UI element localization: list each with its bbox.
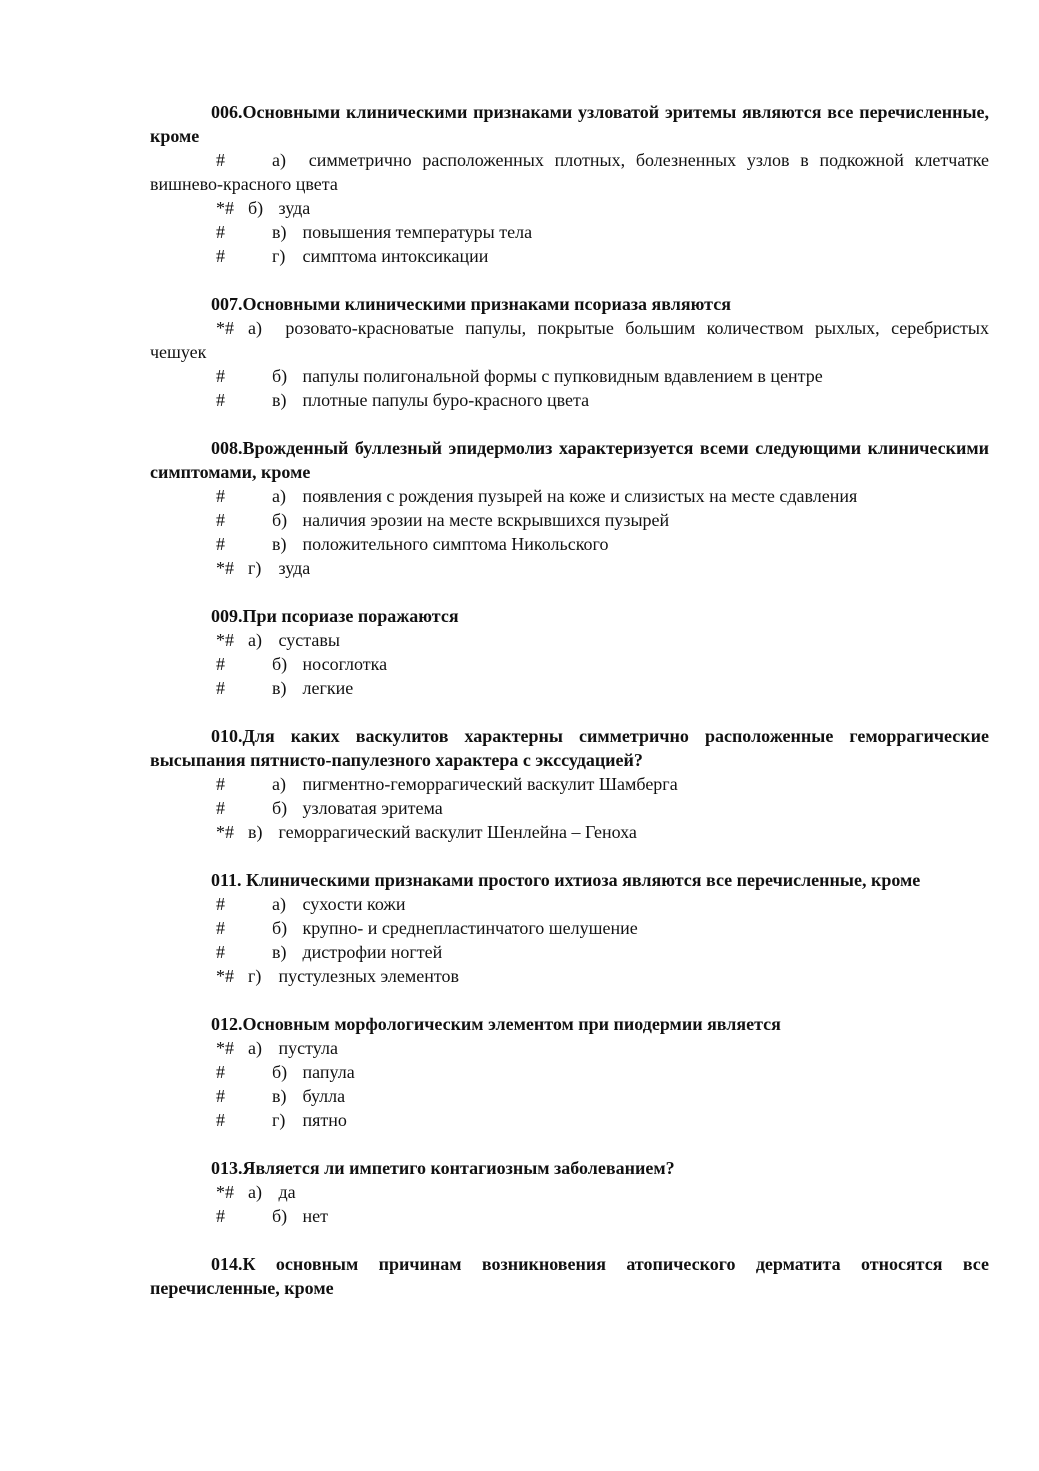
option-text: легкие — [302, 678, 354, 698]
option-text: узловатая эритема — [302, 798, 443, 818]
question-title: 007.Основными клиническими признаками псориаза являются — [211, 294, 731, 314]
option-letter: а) — [248, 1038, 262, 1058]
question-title: 009.При псориазе поражаются — [211, 606, 459, 626]
option-text: положительного симптома Никольского — [302, 534, 609, 554]
answer-option — [150, 796, 989, 820]
question-block — [150, 1252, 989, 1300]
answer-marker: # — [216, 654, 225, 674]
answer-option — [150, 148, 989, 196]
answer-marker: # — [216, 1062, 225, 1082]
option-letter: в) — [272, 534, 287, 554]
answer-marker: # — [216, 678, 225, 698]
correct-answer-marker: *# — [216, 966, 234, 986]
answer-option — [150, 940, 989, 964]
answer-option — [150, 244, 989, 268]
question-block — [150, 604, 989, 700]
answer-marker: # — [216, 390, 225, 410]
option-text: папулы полигональной формы с пупковидным вдавлением в центре — [302, 366, 823, 386]
question-block — [150, 1012, 989, 1132]
correct-answer-marker: *# — [216, 822, 234, 842]
option-letter: б) — [248, 198, 264, 218]
answer-option — [150, 1108, 989, 1132]
option-text: наличия эрозии на месте вскрывшихся пузырей — [302, 510, 670, 530]
option-letter: б) — [272, 654, 288, 674]
answer-marker: # — [216, 918, 225, 938]
question-title: 012.Основным морфологическим элементом при пиодермии является — [211, 1014, 781, 1034]
answer-option — [150, 820, 989, 844]
answer-marker: # — [216, 534, 225, 554]
answer-option — [150, 484, 989, 508]
answer-marker: # — [216, 942, 225, 962]
option-text: зуда — [278, 198, 311, 218]
answer-option — [150, 676, 989, 700]
option-letter: а) — [248, 318, 262, 338]
answer-marker: # — [216, 222, 225, 242]
option-text: булла — [302, 1086, 346, 1106]
question-title: 014.К основным причинам возникновения атопического дерматита относятся все перечисленные, кроме — [150, 1254, 989, 1298]
option-text: сухости кожи — [302, 894, 406, 914]
question-block — [150, 292, 989, 412]
option-text: дистрофии ногтей — [302, 942, 443, 962]
option-text: повышения температуры тела — [302, 222, 533, 242]
answer-option — [150, 1060, 989, 1084]
option-letter: в) — [248, 822, 263, 842]
option-letter: а) — [272, 150, 286, 170]
option-text: геморрагический васкулит Шенлейна – Геноха — [278, 822, 637, 842]
option-text: пустула — [278, 1038, 338, 1058]
answer-option — [150, 316, 989, 364]
correct-answer-marker: *# — [216, 630, 234, 650]
correct-answer-marker: *# — [216, 198, 234, 218]
option-letter: б) — [272, 918, 288, 938]
option-text: пигментно-геморрагический васкулит Шамберга — [302, 774, 678, 794]
answer-option — [150, 1084, 989, 1108]
answer-option — [150, 508, 989, 532]
question-title: 010.Для каких васкулитов характерны симметрично расположенные геморрагические высыпания пятнисто-папулезного характера с экссудацией? — [150, 726, 989, 770]
answer-marker: # — [216, 246, 225, 266]
answer-option — [150, 964, 989, 988]
option-letter: г) — [272, 1110, 286, 1130]
question-block — [150, 100, 989, 268]
answer-marker: # — [216, 486, 225, 506]
question-title: 008.Врожденный буллезный эпидермолиз характеризуется всеми следующими клиническими симптомами, кроме — [150, 438, 989, 482]
option-letter: б) — [272, 798, 288, 818]
answer-option — [150, 892, 989, 916]
answer-option — [150, 1180, 989, 1204]
answer-option — [150, 772, 989, 796]
answer-marker: # — [216, 798, 225, 818]
question-title: 011. Клиническими признаками простого ихтиоза являются все перечисленные, кроме — [211, 870, 921, 890]
option-text: симметрично расположенных плотных, болезненных узлов в подкожной клетчатке вишнево-красного цвета — [150, 150, 990, 194]
option-text: пустулезных элементов — [278, 966, 460, 986]
option-text: да — [278, 1182, 296, 1202]
answer-option — [150, 1204, 989, 1228]
question-title: 013.Является ли импетиго контагиозным заболеванием? — [211, 1158, 675, 1178]
option-letter: г) — [248, 966, 262, 986]
answer-marker: # — [216, 894, 225, 914]
option-letter: в) — [272, 942, 287, 962]
answer-marker: # — [216, 150, 225, 170]
option-letter: б) — [272, 510, 288, 530]
option-text: нет — [302, 1206, 328, 1226]
option-text: папула — [302, 1062, 355, 1082]
option-text: появления с рождения пузырей на коже и слизистых на месте сдавления — [302, 486, 858, 506]
answer-option — [150, 220, 989, 244]
option-text: зуда — [278, 558, 311, 578]
option-letter: б) — [272, 1206, 288, 1226]
option-text: плотные папулы буро-красного цвета — [302, 390, 590, 410]
answer-option — [150, 1036, 989, 1060]
answer-marker: # — [216, 1086, 225, 1106]
question-block — [150, 724, 989, 844]
answer-marker: # — [216, 1206, 225, 1226]
correct-answer-marker: *# — [216, 558, 234, 578]
answer-option — [150, 364, 989, 388]
option-text: суставы — [278, 630, 340, 650]
option-letter: а) — [248, 630, 262, 650]
correct-answer-marker: *# — [216, 1038, 234, 1058]
option-text: розовато-красноватые папулы, покрытые большим количеством рыхлых, серебристых чешуек — [150, 318, 989, 362]
answer-option — [150, 532, 989, 556]
option-text: пятно — [302, 1110, 347, 1130]
question-block — [150, 436, 989, 580]
answer-option — [150, 196, 989, 220]
answer-option — [150, 388, 989, 412]
correct-answer-marker: *# — [216, 318, 234, 338]
option-letter: а) — [272, 894, 286, 914]
option-text: носоглотка — [302, 654, 388, 674]
option-letter: б) — [272, 1062, 288, 1082]
option-letter: а) — [272, 486, 286, 506]
option-text: крупно- и среднепластинчатого шелушение — [302, 918, 638, 938]
answer-marker: # — [216, 774, 225, 794]
correct-answer-marker: *# — [216, 1182, 234, 1202]
option-letter: б) — [272, 366, 288, 386]
question-block — [150, 868, 989, 988]
option-letter: в) — [272, 390, 287, 410]
option-letter: г) — [272, 246, 286, 266]
answer-option — [150, 628, 989, 652]
answer-option — [150, 652, 989, 676]
question-block — [150, 1156, 989, 1228]
option-letter: в) — [272, 222, 287, 242]
answer-marker: # — [216, 510, 225, 530]
option-letter: в) — [272, 678, 287, 698]
question-title: 006.Основными клиническими признаками узловатой эритемы являются все перечисленные, кроме — [150, 102, 989, 146]
answer-option — [150, 556, 989, 580]
answer-option — [150, 916, 989, 940]
option-letter: а) — [248, 1182, 262, 1202]
option-letter: г) — [248, 558, 262, 578]
answer-marker: # — [216, 366, 225, 386]
option-letter: в) — [272, 1086, 287, 1106]
answer-marker: # — [216, 1110, 225, 1130]
option-letter: а) — [272, 774, 286, 794]
option-text: симптома интоксикации — [302, 246, 489, 266]
